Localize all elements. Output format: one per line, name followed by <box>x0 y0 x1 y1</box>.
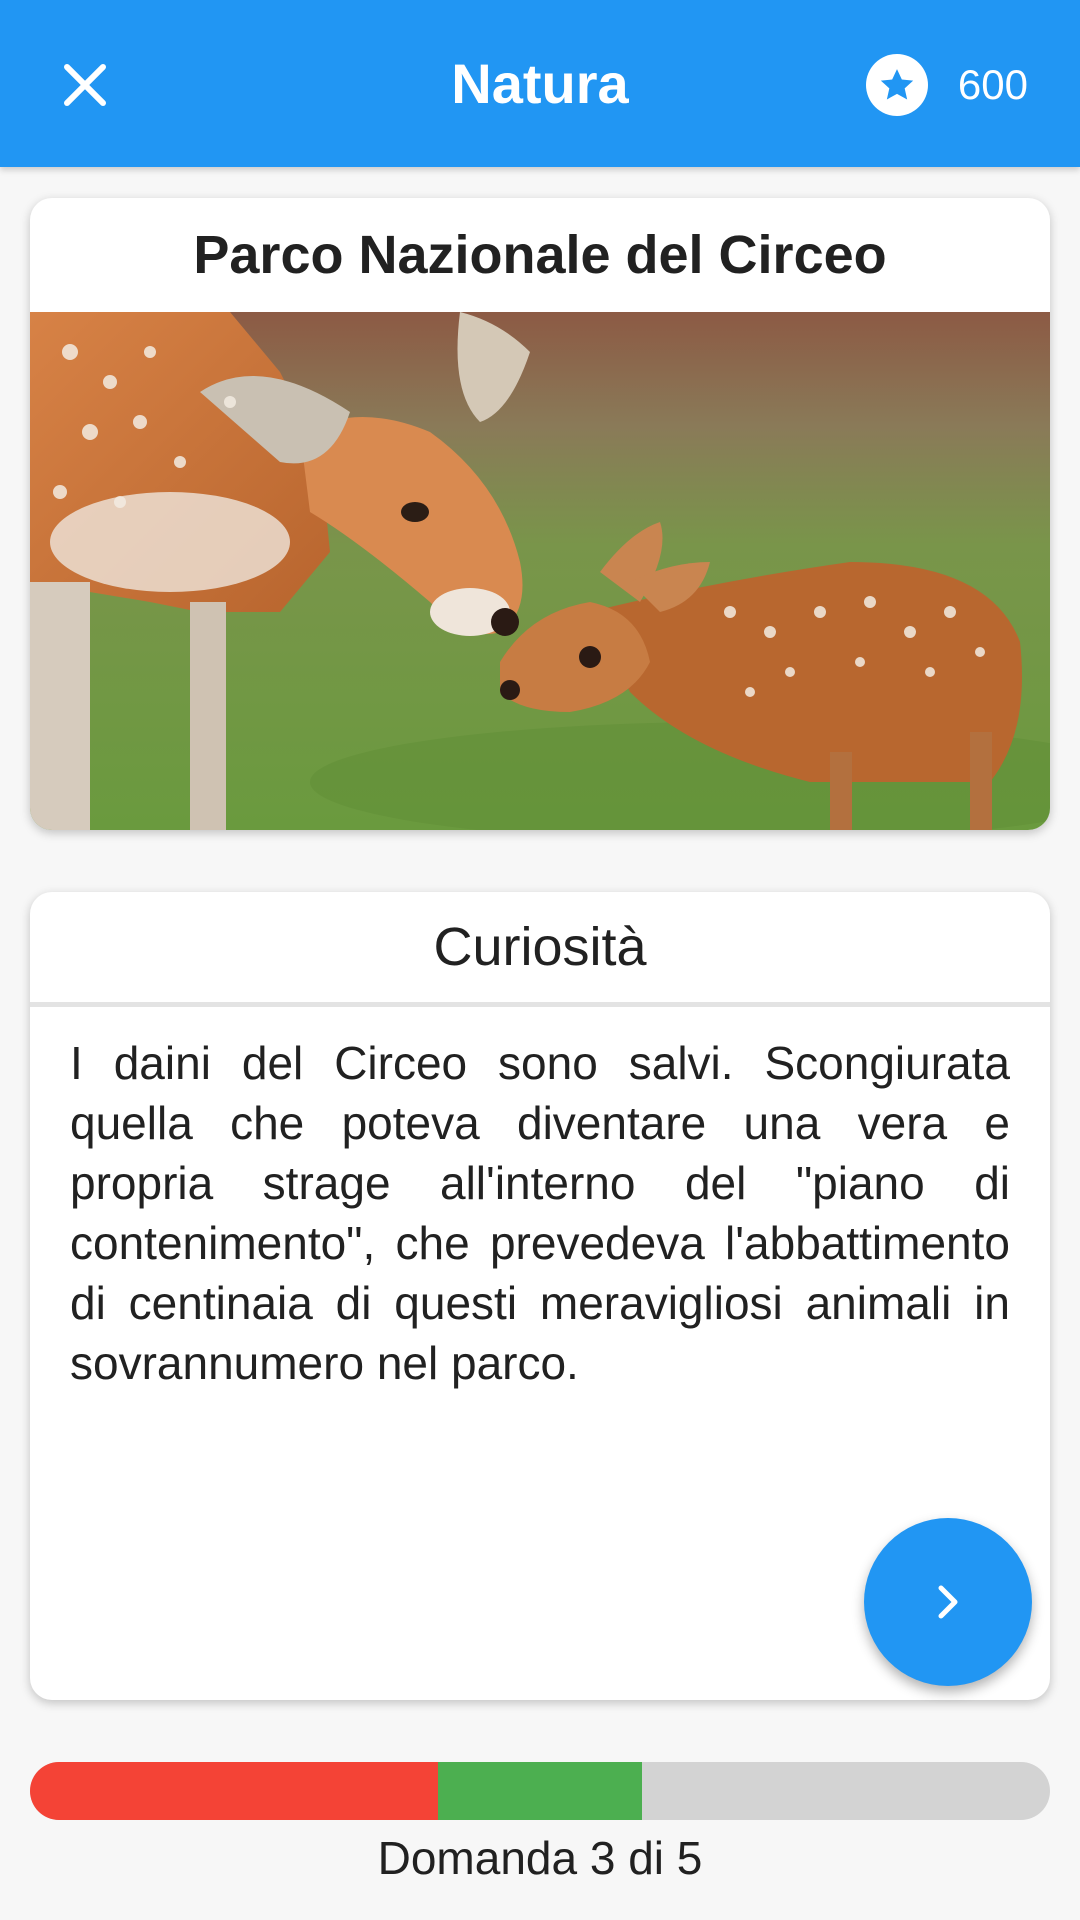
chevron-right-icon <box>928 1582 968 1622</box>
next-button[interactable] <box>864 1518 1032 1686</box>
curiosity-title: Curiosità <box>433 917 647 977</box>
progress-segment-wrong <box>30 1762 438 1820</box>
park-card <box>30 198 1050 830</box>
progress-segment-correct <box>438 1762 642 1820</box>
close-icon <box>63 63 107 107</box>
progress-label: Domanda 3 di 5 <box>377 1832 703 1884</box>
star-badge <box>866 54 928 116</box>
app-bar <box>0 0 1080 167</box>
star-icon <box>877 65 917 105</box>
park-title: Parco Nazionale del Circeo <box>193 225 887 285</box>
page-title: Natura <box>451 52 629 115</box>
deer-photo <box>30 312 1050 830</box>
close-button[interactable] <box>50 50 120 120</box>
score-value: 600 <box>957 61 1028 108</box>
score-display <box>866 52 1028 118</box>
progress-bar <box>30 1762 1050 1820</box>
curiosity-text: I daini del Circeo sono salvi. Scongiurata quella che poteva diventare una vera e propria strage all'interno del "piano di contenimento", che prevedeva l'abbattimento di centinaia di questi meravigliosi animali in sovrannumero nel parco. <box>70 1037 1010 1389</box>
